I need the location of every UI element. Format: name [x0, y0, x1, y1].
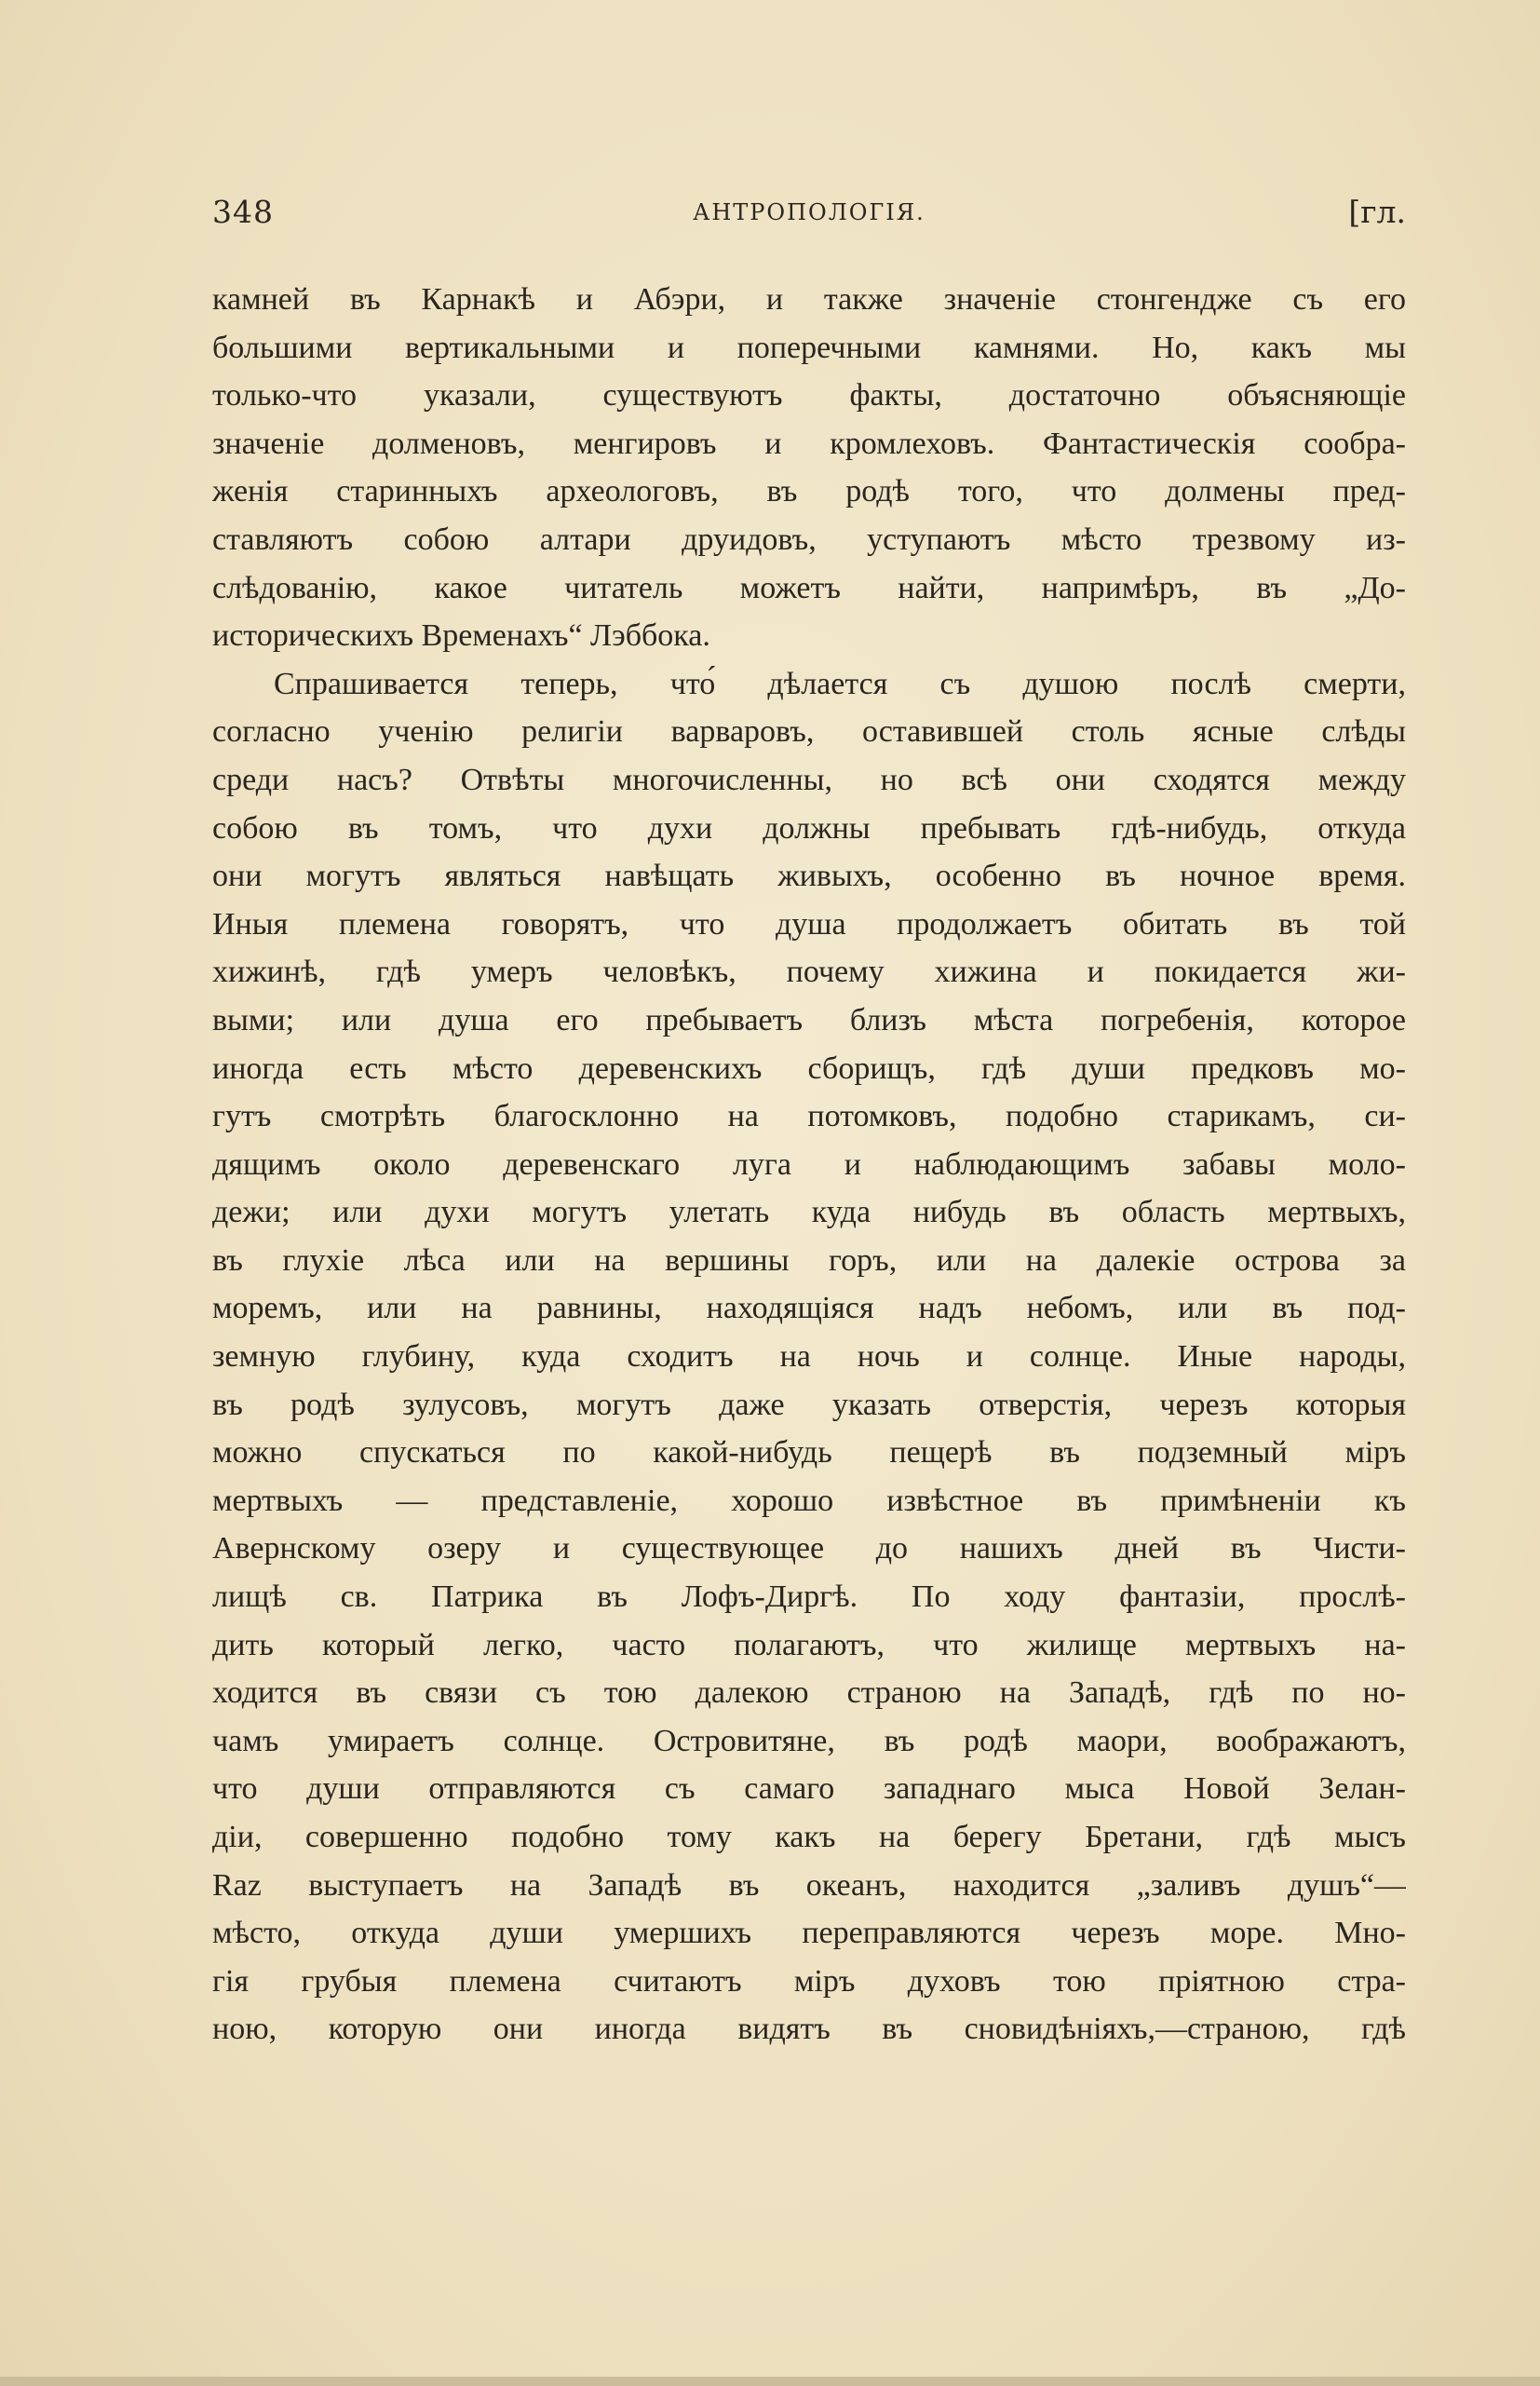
- text-line: мѣсто, откуда души умершихъ переправляются черезъ море. Мно-: [212, 1916, 1406, 1951]
- text-line: женія старинныхъ археологовъ, въ родѣ того, что долмены пред-: [212, 474, 1406, 509]
- text-line: можно спускаться по какой-нибудь пещерѣ въ подземный міръ: [212, 1435, 1406, 1471]
- text-line: мертвыхъ — представленіе, хорошо извѣстное въ примѣненіи къ: [212, 1483, 1406, 1518]
- text-line: иногда есть мѣсто деревенскихъ сборищъ, гдѣ души предковъ мо-: [212, 1051, 1406, 1086]
- text-line: только-что указали, существуютъ факты, достаточно объясняющіе: [212, 378, 1406, 413]
- text-line: камней въ Карнакѣ и Абэри, и также значеніе стонгендже съ его: [212, 282, 1406, 317]
- text-line: дежи; или духи могутъ улетать куда нибудь въ область мертвыхъ,: [212, 1195, 1406, 1230]
- text-line: дящимъ около деревенскаго луга и наблюдающимъ забавы моло-: [212, 1146, 1406, 1182]
- paragraph-start-line: Спрашивается теперь, что́ дѣлается съ душою послѣ смерти,: [274, 666, 1406, 701]
- text-line: среди насъ? Отвѣты многочисленны, но всѣ они сходятся между: [212, 762, 1406, 797]
- text-line: въ родѣ зулусовъ, могутъ даже указать отверстія, черезъ которыя: [212, 1387, 1406, 1422]
- text-line: Raz выступаетъ на Западѣ въ океанъ, находится „заливъ душъ“—: [212, 1867, 1406, 1903]
- page-header: [212, 194, 1406, 240]
- text-line: историческихъ Временахъ“ Лэббока.: [212, 618, 710, 654]
- text-line: Авернскому озеру и существующее до нашихъ дней въ Чисти-: [212, 1531, 1406, 1566]
- text-body: [212, 276, 1406, 2054]
- text-line: значеніе долменовъ, менгировъ и кромлеховъ. Фантастическія сообра-: [212, 426, 1406, 461]
- page-bottom-edge: [0, 2377, 1540, 2386]
- text-line: въ глухіе лѣса или на вершины горъ, или на далекіе острова за: [212, 1242, 1406, 1278]
- page-number: 348: [212, 194, 274, 230]
- text-line: большими вертикальными и поперечными камнями. Но, какъ мы: [212, 330, 1406, 365]
- chapter-mark: [гл.: [1348, 194, 1406, 230]
- text-line: лищѣ св. Патрика въ Лофъ-Диргѣ. По ходу фантазіи, прослѣ-: [212, 1579, 1406, 1615]
- text-line: гія грубыя племена считаютъ міръ духовъ тою пріятною стра-: [212, 1963, 1406, 1999]
- text-line: собою въ томъ, что духи должны пребывать гдѣ-нибудь, откуда: [212, 810, 1406, 846]
- text-line: что души отправляются съ самаго западнаго мыса Новой Зелан-: [212, 1771, 1406, 1807]
- text-line: согласно ученію религіи варваровъ, оставившей столь ясные слѣды: [212, 714, 1406, 750]
- text-line: они могутъ являться навѣщать живыхъ, особенно въ ночное время.: [212, 859, 1406, 894]
- text-line: хижинѣ, гдѣ умеръ человѣкъ, почему хижина и покидается жи-: [212, 955, 1406, 990]
- text-line: чамъ умираетъ солнце. Островитяне, въ родѣ маори, воображаютъ,: [212, 1723, 1406, 1758]
- text-line: ною, которую они иногда видятъ въ сновидѣніяхъ,—страною, гдѣ: [212, 2012, 1406, 2047]
- text-line: ставляютъ собою алтари друидовъ, уступаютъ мѣсто трезвому из-: [212, 522, 1406, 557]
- text-line: ходится въ связи съ тою далекою страною на Западѣ, гдѣ по но-: [212, 1675, 1406, 1711]
- running-title: АНТРОПОЛОГІЯ.: [693, 199, 925, 225]
- text-line: слѣдованію, какое читатель можетъ найти, напримѣръ, въ „До-: [212, 570, 1406, 605]
- text-line: моремъ, или на равнины, находящіяся надъ небомъ, или въ под-: [212, 1291, 1406, 1326]
- text-line: выми; или душа его пребываетъ близъ мѣста погребенія, которое: [212, 1002, 1406, 1037]
- text-line: Иныя племена говорятъ, что душа продолжаетъ обитать въ той: [212, 906, 1406, 942]
- text-line: гутъ смотрѣть благосклонно на потомковъ, подобно старикамъ, си-: [212, 1099, 1406, 1134]
- text-line: дить который легко, часто полагаютъ, что жилище мертвыхъ на-: [212, 1627, 1406, 1662]
- text-line: діи, совершенно подобно тому какъ на берегу Бретани, гдѣ мысъ: [212, 1820, 1406, 1854]
- text-line: земную глубину, куда сходитъ на ночь и солнце. Иные народы,: [212, 1339, 1406, 1375]
